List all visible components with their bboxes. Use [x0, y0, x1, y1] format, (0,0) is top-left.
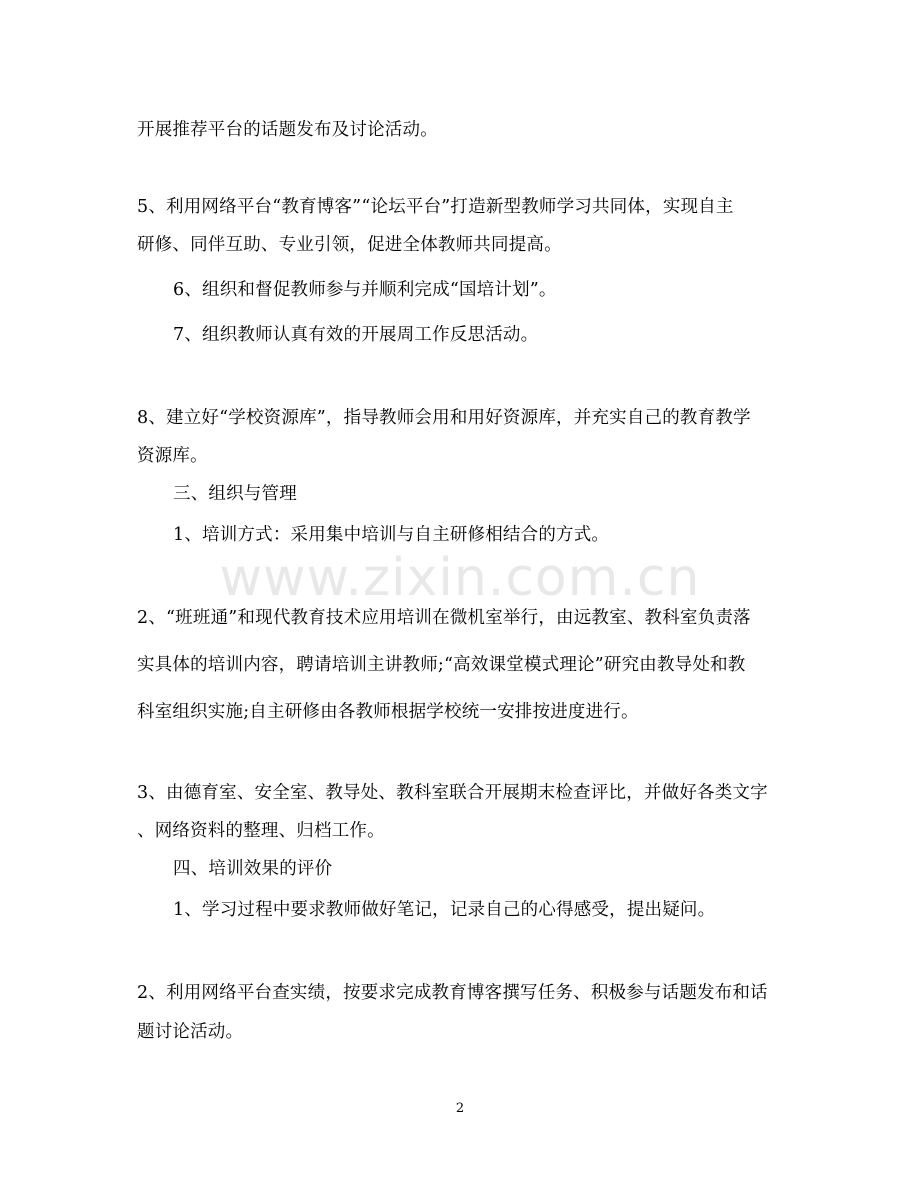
paragraph-line: 题讨论活动。: [137, 1022, 244, 1042]
section-heading: 三、组织与管理: [173, 484, 297, 504]
paragraph-line: 2、利用网络平台查实绩，按要求完成教育博客撰写任务、积极参与话题发布和话: [137, 983, 768, 1003]
watermark: www.zixin.com.cn: [219, 548, 701, 608]
section-heading: 四、培训效果的评价: [173, 859, 333, 879]
paragraph-line: 、网络资料的整理、归档工作。: [137, 821, 385, 841]
paragraph-line: 1、学习过程中要求教师做好笔记，记录自己的心得感受，提出疑问。: [173, 900, 716, 920]
paragraph-line: 7、组织教师认真有效的开展周工作反思活动。: [173, 325, 539, 345]
paragraph-line: 6、组织和督促教师参与并顺利完成“国培计划”。: [173, 280, 557, 300]
paragraph-line: 5、利用网络平台“教育博客”“论坛平台”打造新型教师学习共同体，实现自主: [137, 197, 734, 217]
paragraph-line: 实具体的培训内容，聘请培训主讲教师;“高效课堂模式理论”研究由教导处和教: [137, 655, 746, 675]
paragraph-line: 科室组织实施;自主研修由各教师根据学校统一安排按进度进行。: [137, 702, 639, 722]
paragraph-line: 2、“班班通”和现代教育技术应用培训在微机室举行，由远教室、教科室负责落: [137, 608, 751, 628]
paragraph-line: 1、培训方式：采用集中培训与自主研修相结合的方式。: [173, 525, 610, 545]
paragraph-line: 开展推荐平台的话题发布及讨论活动。: [137, 120, 438, 140]
paragraph-line: 研修、同伴互助、专业引领，促进全体教师共同提高。: [137, 235, 562, 255]
paragraph-line: 8、建立好“学校资源库”，指导教师会用和用好资源库，并充实自己的教育教学: [137, 408, 751, 428]
page-number: 2: [455, 1101, 465, 1116]
paragraph-line: 资源库。: [137, 446, 208, 466]
paragraph-line: 3、由德育室、安全室、教导处、教科室联合开展期末检查评比，并做好各类文字: [137, 783, 768, 803]
